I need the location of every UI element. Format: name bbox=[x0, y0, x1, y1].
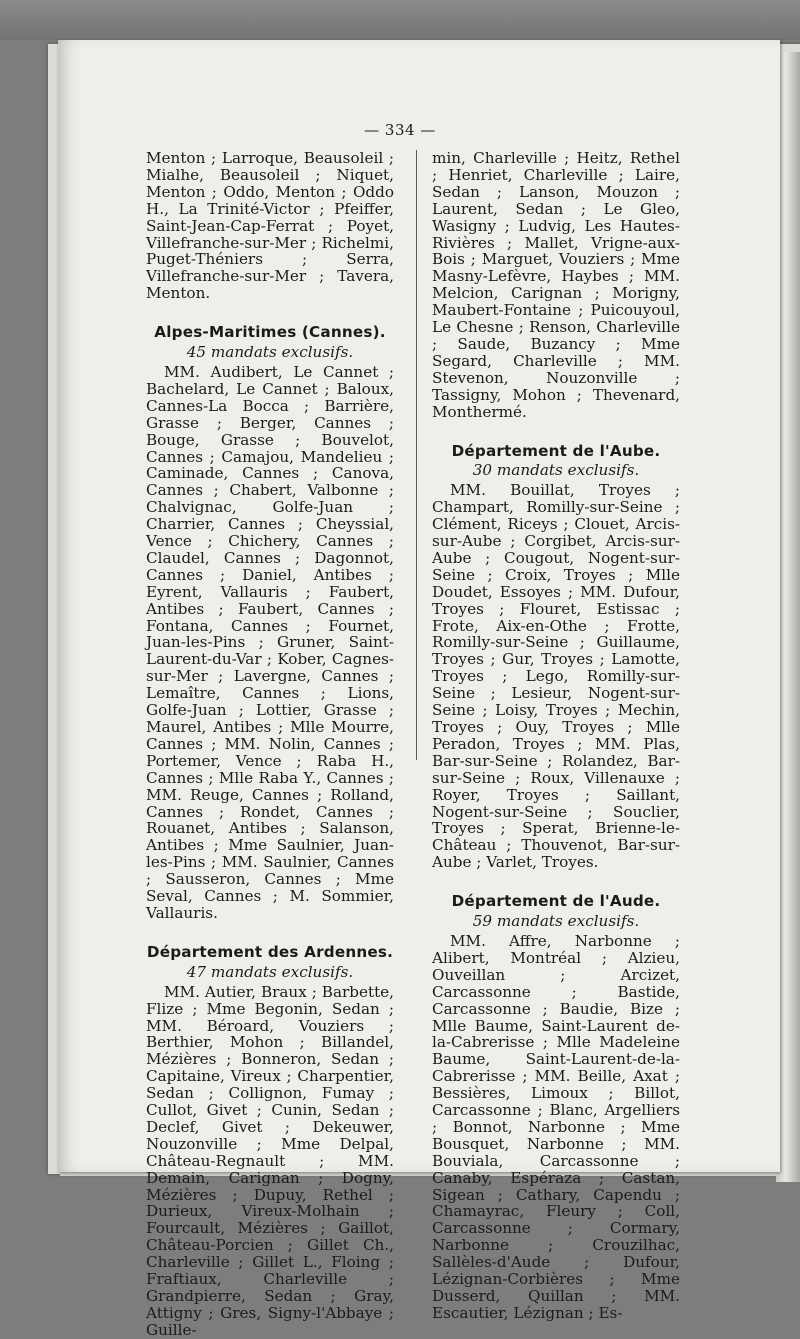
left-intro-text: Menton ; Larroque, Beausoleil ; Mialhe, Beausoleil ; Niquet, Menton ; Oddo, Menton ; Oddo H., La Trinité-Victor ; Pfeiffer, Saint-Jean-Cap-Ferrat ; Poyet, Villefranche-sur-Mer ; Richelmi, Puget-Théniers ; Serra, Villefranche-sur-Mer ; Tavera, Menton. bbox=[146, 149, 394, 303]
section-subheading-aube: 30 mandats exclusifs. bbox=[472, 461, 640, 480]
section-text-alpes-maritimes: MM. Audibert, Le Cannet ; Bachelard, Le Cannet ; Baloux, Cannes-La Bocca ; Barrière, Grasse ; Berger, Cannes ; Bouge, Grasse ; Bouvelot, Cannes ; Camajou, Mandelieu ; Caminade, Cannes ; Canova, Cannes ; Chabert, Valbonne ; Chalvignac, Golfe-Juan ; Charrier, Cannes ; Cheyssial, Vence ; Chichery, Cannes ; Claudel, Cannes ; Dagonnot, Cannes ; Daniel, Antibes ; Eyrent, Vallauris ; Faubert, Antibes ; Faubert, Cannes ; Fontana, Cannes ; Fournet, Juan-les-Pins ; Gruner, Saint-Laurent-du-Var ; Kober, Cagnes-sur-Mer ; Lavergne, Cannes ; Lemaître, Cannes ; Lions, Golfe-Juan ; Lottier, Grasse ; Maurel, Antibes ; Mlle Mourre, Cannes ; MM. Nolin, Cannes ; Portemer, Vence ; Raba H., Cannes ; Mlle Raba Y., Cannes ; MM. Reuge, Cannes ; Rolland, Cannes ; Rondet, Cannes ; Rouanet, Antibes ; Salanson, Antibes ; Mme Saulnier, Juan-les-Pins ; MM. Saulnier, Cannes ; Sausseron, Cannes ; Mme Seval, Cannes ; M. Sommier, Vallauris. bbox=[146, 362, 394, 922]
section-heading-ardennes: Département des Ardennes. bbox=[146, 942, 394, 961]
section-text-aude: MM. Affre, Narbonne ; Alibert, Montréal ; Alzieu, Ouveillan ; Arcizet, Carcassonne ; Bastide, Carcassonne ; Baudie, Bize ; Mlle Baume, Saint-Laurent de-la-Cabrerisse ; Mlle Madeleine Baume, Saint-Laurent-de-la-Cabrerisse ; MM. Beille, Axat ; Bessières, Limoux ; Billot, Carcassonne ; Blanc, Argelliers ; Bonnot, Narbonne ; Mme Bousquet, Narbonne ; MM. Bouviala, Carcassonne ; Canaby, Espéraza ; Castan, Sigean ; Cathary, Capendu ; Chamayrac, Fleury ; Coll, Carcassonne ; Cormary, Narbonne ; Crouzilhac, Sallèles-d'Aude ; Dufour, Lézignan-Corbières ; Mme Dusserd, Quillan ; MM. Escautier, Lézignan ; Es- bbox=[432, 931, 680, 1322]
section-text-ardennes: MM. Autier, Braux ; Barbette, Flize ; Mme Begonin, Sedan ; MM. Béroard, Vouziers ; Berthier, Mohon ; Billandel, Mézières ; Bonneron, Sedan ; Capitaine, Vireux ; Charpentier, Sedan ; Collignon, Fumay ; Cullot, Givet ; Cunin, Sedan ; Declef, Givet ; Dekeuwer, Nouzonville ; Mme Delpal, Château-Regnault ; MM. Demain, Carignan ; Dogny, Mézières ; Dupuy, Rethel ; Durieux, Vireux-Molhain ; Fourcault, Mézières ; Gaillot, Château-Porcien ; Gillet Ch., Charleville ; Gillet L., Floing ; Fraftiaux, Charleville ; Grandpierre, Sedan ; Gray, Attigny ; Gres, Signy-l'Abbaye ; Guille- bbox=[146, 982, 394, 1339]
right-intro-text: min, Charleville ; Heitz, Rethel ; Henriet, Charleville ; Laire, Sedan ; Lanson, Mouzon ; Laurent, Sedan ; Le Gleo, Wasigny ; Ludvig, Les Hautes-Rivières ; Mallet, Vrigne-aux-Bois ; Marguet, Vouziers ; Mme Masny-Lefèvre, Haybes ; MM. Melcion, Carignan ; Morigny, Maubert-Fontaine ; Puicouyoul, Le Chesne ; Renson, Charleville ; Saude, Buzancy ; Mme Segard, Charleville ; MM. Stevenon, Nouzonville ; Tassigny, Mohon ; Thevenard, Monthermé. bbox=[432, 149, 680, 421]
section-heading-alpes-maritimes: Alpes-Maritimes (Cannes). bbox=[154, 323, 386, 342]
page-number: — 334 — bbox=[364, 121, 436, 139]
section-text-aube: MM. Bouillat, Troyes ; Champart, Romilly-sur-Seine ; Clément, Riceys ; Clouet, Arcis-sur-Aube ; Corgibet, Arcis-sur-Aube ; Cougout, Nogent-sur-Seine ; Croix, Troyes ; Mlle Doudet, Essoyes ; MM. Dufour, Troyes ; Flouret, Estissac ; Frote, Aix-en-Othe ; Frotte, Romilly-sur-Seine ; Guillaume, Troyes ; Gur, Troyes ; Lamotte, Troyes ; Lego, Romilly-sur-Seine ; Lesieur, Nogent-sur-Seine ; Loisy, Troyes ; Mechin, Troyes ; Ouy, Troyes ; Mlle Peradon, Troyes ; MM. Plas, Bar-sur-Seine ; Rolandez, Bar-sur-Seine ; Roux, Villenauxe ; Royer, Troyes ; Saillant, Nogent-sur-Seine ; Souclier, Troyes ; Sperat, Brienne-le-Château ; Thouvenot, Bar-sur-Aube ; Varlet, Troyes. bbox=[432, 481, 680, 872]
column-divider bbox=[416, 150, 417, 760]
right-column bbox=[432, 150, 680, 1322]
section-subheading-ardennes: 47 mandats exclusifs. bbox=[186, 962, 354, 981]
left-column bbox=[146, 150, 394, 1339]
section-subheading-aude: 59 mandats exclusifs. bbox=[472, 912, 640, 931]
section-subheading-alpes-maritimes: 45 mandats exclusifs. bbox=[186, 343, 354, 362]
section-heading-aube: Département de l'Aube. bbox=[451, 441, 661, 460]
scan-background bbox=[0, 0, 800, 40]
section-heading-aude: Département de l'Aude. bbox=[451, 892, 661, 911]
